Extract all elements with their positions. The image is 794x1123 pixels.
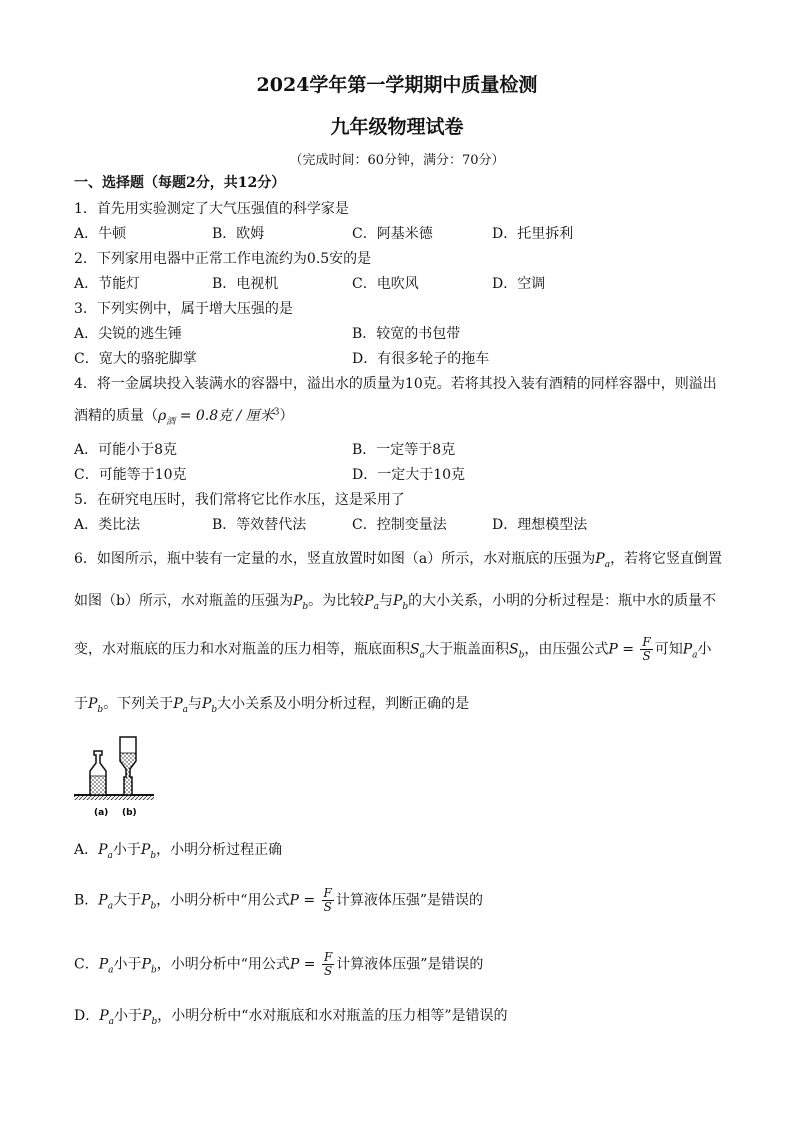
question-5-option-c: C．控制变量法: [352, 517, 447, 533]
question-1-option-b: B．欧姆: [212, 226, 265, 242]
question-4-option-b: B．一定等于8克: [352, 442, 456, 458]
bottle-a: [90, 750, 107, 795]
question-3-stem: 3．下列实例中，属于增大压强的是: [74, 301, 293, 317]
option-b-formula-fraction: $\frac{F}{S}$: [323, 886, 332, 914]
question-5-option-d: D．理想模型法: [492, 517, 588, 533]
question-2-option-a: A．节能灯: [74, 276, 141, 292]
question-3-option-a: A．尖锐的逃生锤: [74, 326, 183, 342]
question-3-option-c: C．宽大的骆驼脚掌: [74, 351, 197, 367]
question-1-option-c: C．阿基米德: [352, 226, 433, 242]
question-6-option-b: B．$P_a$大于$P_b$，小明分析中“用公式P = $\frac{F}{S}$ 计算液体压强”是错误的: [74, 886, 484, 914]
question-3-option-d: D．有很多轮子的拖车: [352, 351, 490, 367]
question-5-option-a: A．类比法: [74, 517, 141, 533]
exam-note: （完成时间：60分钟，满分：70分）: [289, 153, 505, 168]
question-2-stem: 2．下列家用电器中正常工作电流约为0.5安的是: [74, 251, 372, 267]
question-1-stem: 1．首先用实验测定了大气压强值的科学家是: [74, 201, 349, 217]
figure-label-b: (b): [122, 808, 137, 818]
question-4-stem-2: 酒精的质量（$\rho_酒 = 0.8$克 / 厘米$^3$）: [74, 407, 294, 427]
exam-subtitle: 九年级物理试卷: [330, 116, 464, 138]
section-title: 一、选择题（每题2分，共12分）: [74, 175, 286, 191]
question-4-stem: 4．将一金属块投入装满水的容器中，溢出水的质量为10克。若将其投入装有酒精的同样容器中，则溢出: [74, 376, 717, 392]
question-6-line-3: 变，水对瓶底的压力和水对瓶盖的压力相等，瓶底面积$S_a$大于瓶盖面积$S_b$，由压强公式P = $\frac{F}{S}$ 可知$P_a$小: [74, 635, 712, 663]
figure-label-a: (a): [94, 808, 109, 818]
question-6-line-1: 6．如图所示，瓶中装有一定量的水，竖直放置时如图（a）所示，水对瓶底的压强为$P_a$，若将它竖直倒置: [74, 551, 723, 570]
exam-title: 2024学年第一学期期中质量检测: [256, 74, 538, 96]
question-6-option-d: D．$P_a$小于$P_b$，小明分析中“水对瓶底和水对瓶盖的压力相等”是错误的: [74, 1008, 508, 1027]
question-4-option-a: A．可能小于8克: [74, 442, 178, 458]
question-3-option-b: B．较宽的书包带: [352, 326, 461, 342]
question-2-option-b: B．电视机: [212, 276, 279, 292]
question-4-option-d: D．一定大于10克: [352, 467, 466, 483]
question-2-option-c: C．电吹风: [352, 276, 419, 292]
question-1-option-d: D．托里拆利: [492, 226, 574, 242]
question-6-line-4: 于$P_b$。下列关于$P_a$与$P_b$大小关系及小明分析过程，判断正确的是: [74, 696, 470, 715]
question-6-line-2: 如图（b）所示，水对瓶盖的压强为$P_b$。为比较$P_a$与$P_b$的大小关系，小明的分析过程是：瓶中水的质量不: [74, 593, 717, 612]
question-6-option-c: C．$P_a$小于$P_b$，小明分析中“用公式P = $\frac{F}{S}$ 计算液体压强”是错误的: [74, 950, 484, 978]
bottle-figure: [74, 733, 154, 821]
question-1-option-a: A．牛顿: [74, 226, 127, 242]
pressure-formula-fraction: $\frac{F}{S}$: [642, 635, 651, 663]
question-5-stem: 5．在研究电压时，我们常将它比作水压，这是采用了: [74, 492, 405, 508]
question-4-option-c: C．可能等于10克: [74, 467, 187, 483]
bottle-b: [120, 737, 137, 795]
question-2-option-d: D．空调: [492, 276, 546, 292]
option-c-formula-fraction: $\frac{F}{S}$: [323, 950, 333, 978]
question-6-option-a: A．$P_a$小于$P_b$，小明分析过程正确: [74, 842, 283, 861]
question-5-option-b: B．等效替代法: [212, 517, 307, 533]
